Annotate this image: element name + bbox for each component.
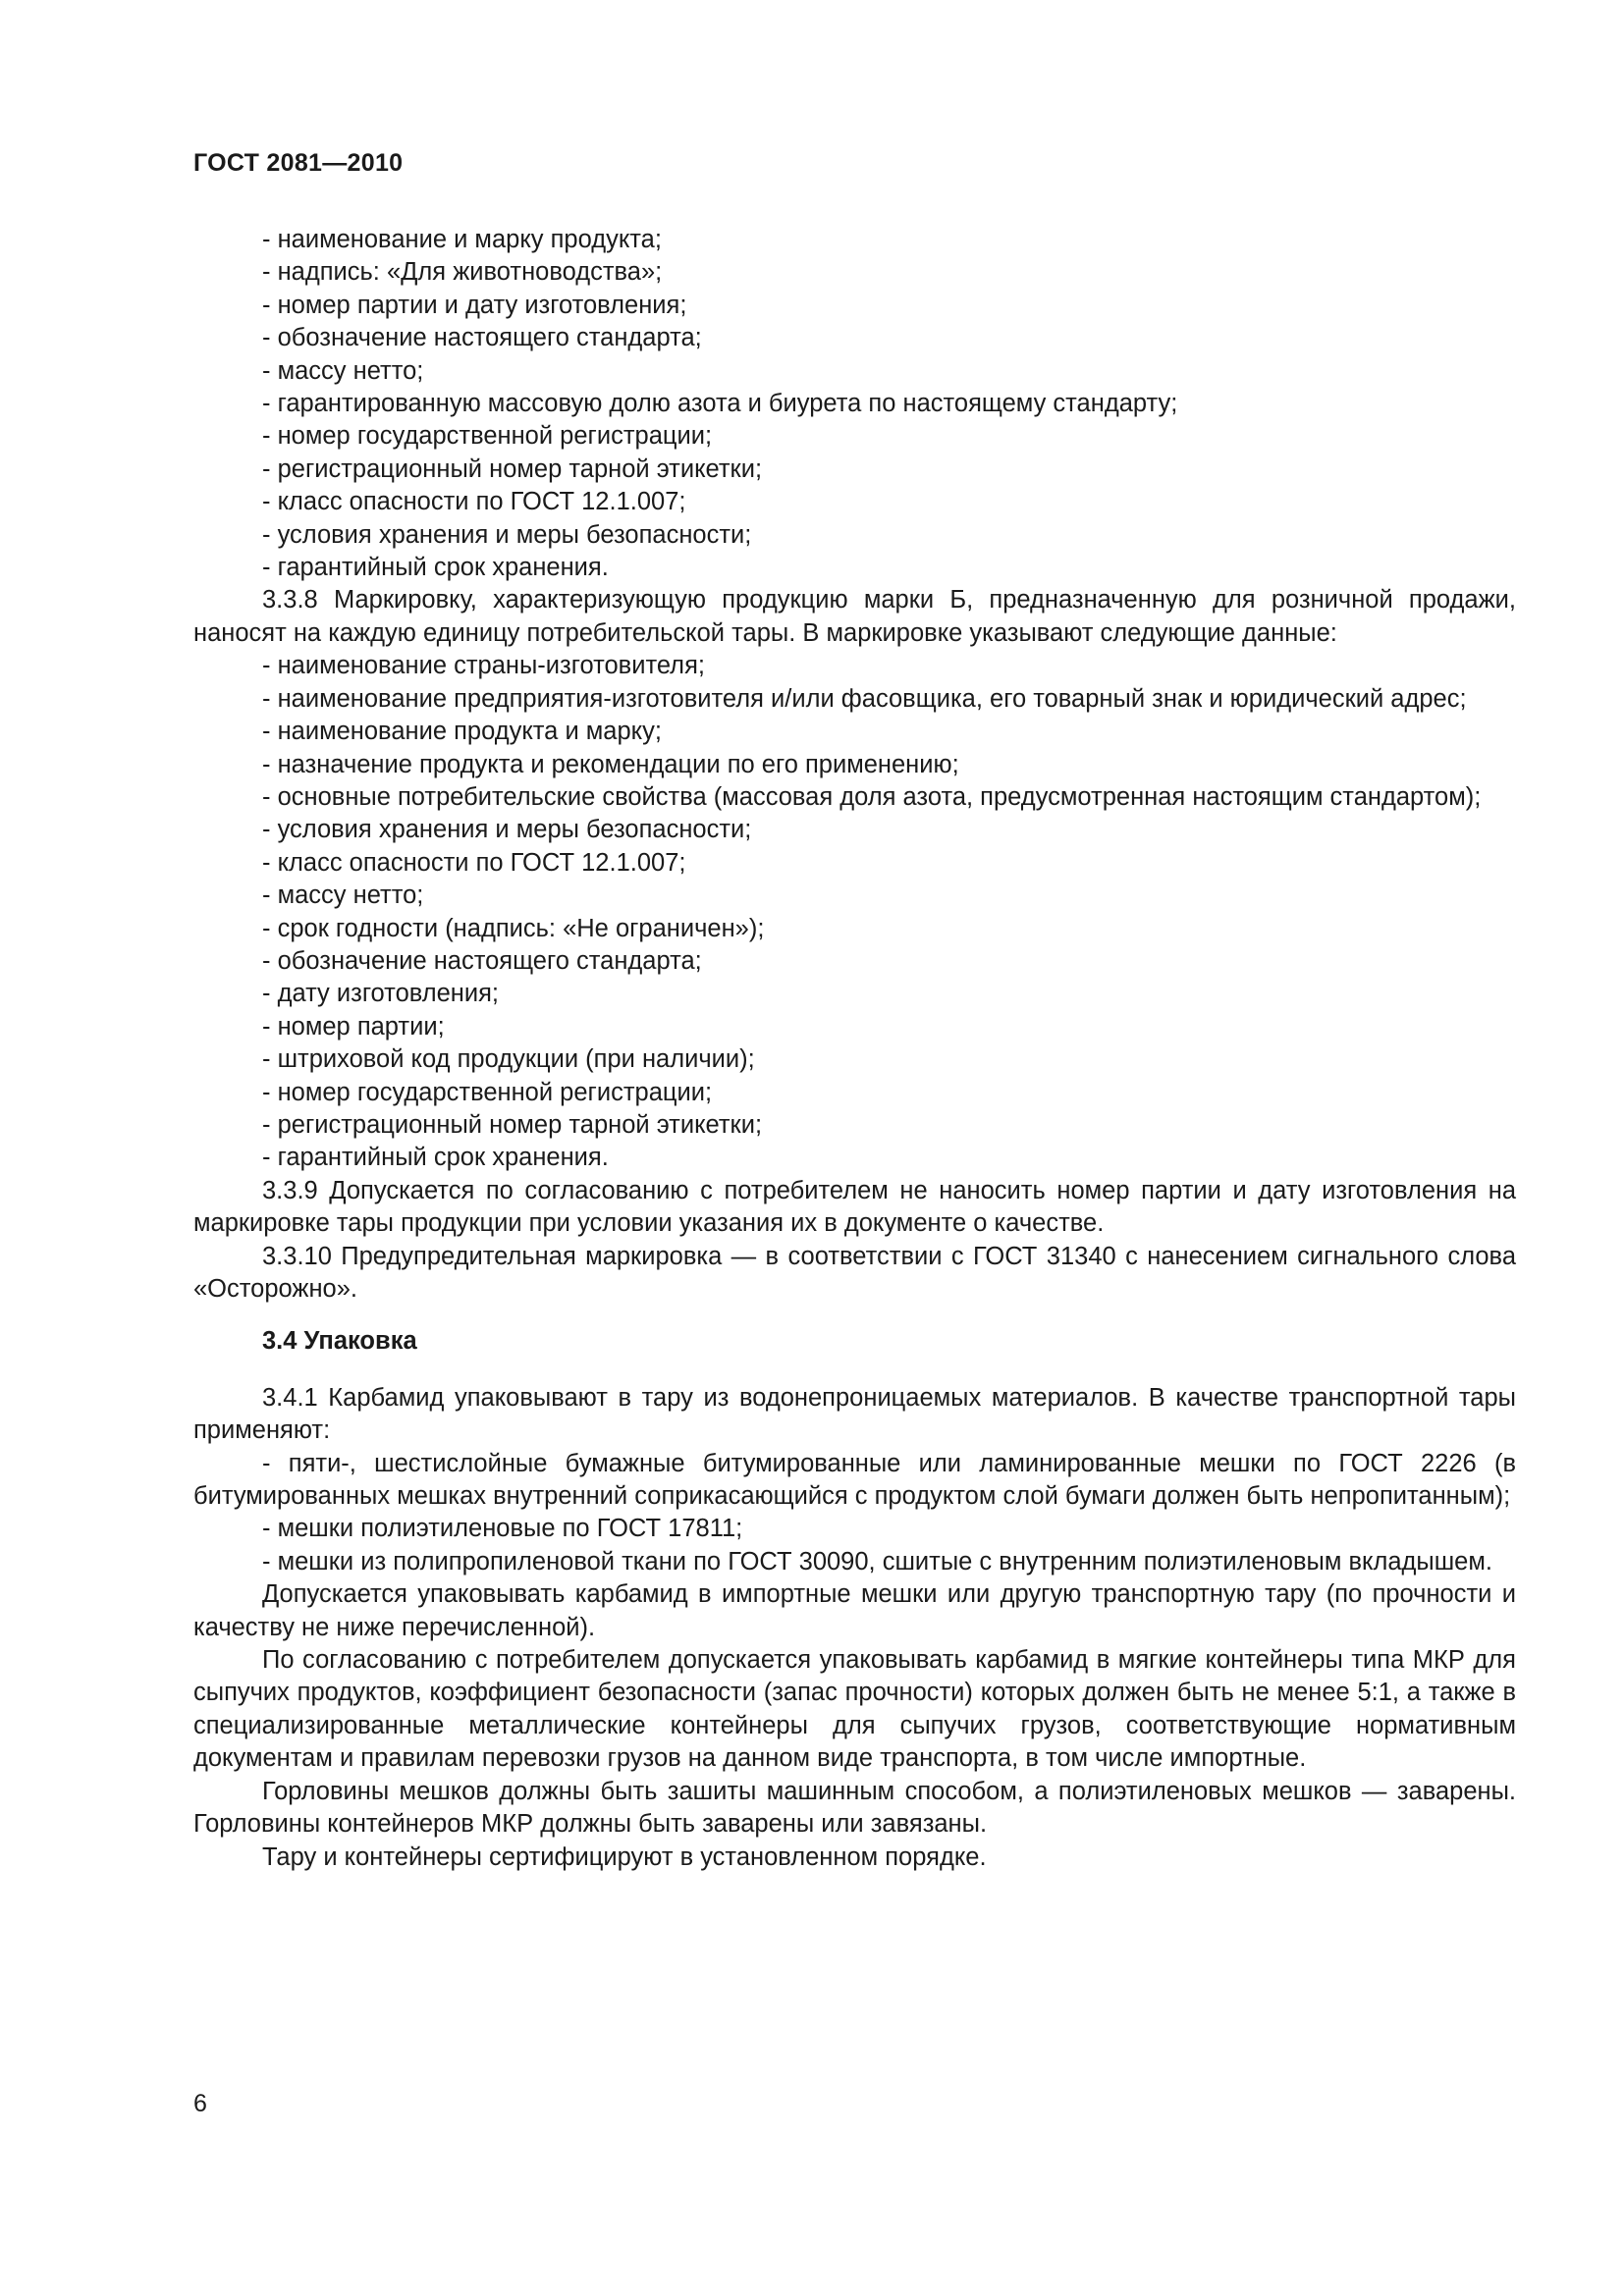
- list-item: - надпись: «Для животноводства»;: [262, 258, 663, 287]
- clause-3-3-8: 3.3.8 Маркировку, характеризующую продукцию марки Б, предназначенную для розничной продажи, наносят на каждую единицу потребительской тары. В маркировке указывают следующие данные:: [193, 586, 1516, 647]
- paragraph-cert: Тару и контейнеры сертифицируют в установленном порядке.: [262, 1842, 987, 1871]
- list-item: - назначение продукта и рекомендации по его применению;: [262, 750, 959, 778]
- page-number: 6: [193, 2090, 207, 2117]
- list-item: - наименование и марку продукта;: [262, 226, 662, 253]
- list-item: - обозначение настоящего стандарта;: [262, 946, 702, 975]
- list-item: - номер государственной регистрации;: [262, 422, 713, 451]
- list-item: - штриховой код продукции (при наличии);: [262, 1045, 755, 1074]
- document-body: [193, 224, 1516, 1874]
- list-item: - условия хранения и меры безопасности;: [262, 520, 752, 549]
- list-item: - массу нетто;: [262, 356, 424, 385]
- list-item: - условия хранения и меры безопасности;: [262, 816, 752, 844]
- list-item: - регистрационный номер тарной этикетки;: [262, 454, 763, 483]
- clause-3-4-1: 3.4.1 Карбамид упаковывают в тару из водонепроницаемых материалов. В качестве транспортной тары применяют:: [193, 1383, 1516, 1445]
- list-item: - обозначение настоящего стандарта;: [262, 324, 702, 352]
- paragraph-import: Допускается упаковывать карбамид в импортные мешки или другую транспортную тару (по прочности и качеству не ниже перечисленной).: [193, 1580, 1516, 1641]
- list-item: - основные потребительские свойства (массовая доля азота, предусмотренная настоящим стандартом);: [262, 782, 1482, 811]
- list-item: - наименование предприятия-изготовителя и/или фасовщика, его товарный знак и юридический адрес;: [262, 684, 1467, 713]
- clause-3-3-10: 3.3.10 Предупредительная маркировка — в соответствии с ГОСТ 31340 с нанесением сигнального слова «Осторожно».: [193, 1242, 1516, 1303]
- list-item: - номер партии;: [262, 1012, 445, 1041]
- list-item: - срок годности (надпись: «Не ограничен»);: [262, 914, 765, 942]
- section-title-3-4: 3.4 Упаковка: [262, 1327, 417, 1356]
- list-item: - мешки из полипропиленовой ткани по ГОСТ 30090, сшитые с внутренним полиэтиленовым вкладышем.: [262, 1547, 1492, 1575]
- clause-3-3-9: 3.3.9 Допускается по согласованию с потребителем не наносить номер партии и дату изготовления на маркировке тары продукции при условии указания их в документе о качестве.: [193, 1176, 1516, 1238]
- list-item: - класс опасности по ГОСТ 12.1.007;: [262, 848, 686, 877]
- list-item: - мешки полиэтиленовые по ГОСТ 17811;: [262, 1515, 743, 1543]
- document-header: ГОСТ 2081—2010: [193, 149, 404, 177]
- list-item: - регистрационный номер тарной этикетки;: [262, 1110, 763, 1139]
- list-item: - номер государственной регистрации;: [262, 1078, 713, 1106]
- list-item: - номер партии и дату изготовления;: [262, 291, 687, 319]
- list-item: - пяти-, шестислойные бумажные битумированные или ламинированные мешки по ГОСТ 2226 (в битумированных мешках внутренний соприкасающийся с продуктом слой бумаги должен быть непропитанным);: [193, 1449, 1516, 1511]
- list-item: - наименование продукта и марку;: [262, 718, 662, 746]
- list-item: - гарантированную массовую долю азота и биурета по настоящему стандарту;: [262, 390, 1178, 418]
- list-item: - гарантийный срок хранения.: [262, 1144, 609, 1172]
- paragraph-neck: Горловины мешков должны быть зашиты машинным способом, а полиэтиленовых мешков — заварены. Горловины контейнеров МКР должны быть заварены или завязаны.: [193, 1777, 1516, 1839]
- list-item: - наименование страны-изготовителя;: [262, 652, 705, 680]
- list-item: - массу нетто;: [262, 881, 424, 910]
- list-item: - класс опасности по ГОСТ 12.1.007;: [262, 488, 686, 516]
- list-item: - дату изготовления;: [262, 980, 499, 1008]
- paragraph-mkr: По согласованию с потребителем допускается упаковывать карбамид в мягкие контейнеры типа МКР для сыпучих продуктов, коэффициент безопасности (запас прочности) которых должен быть не менее 5:1, а также в специализированные металлические контейнеры для сыпучих грузов, соответствующие нормативным документам и правилам перевозки грузов на данном виде транспорта, в том числе импортные.: [193, 1646, 1516, 1773]
- list-item: - гарантийный срок хранения.: [262, 554, 609, 582]
